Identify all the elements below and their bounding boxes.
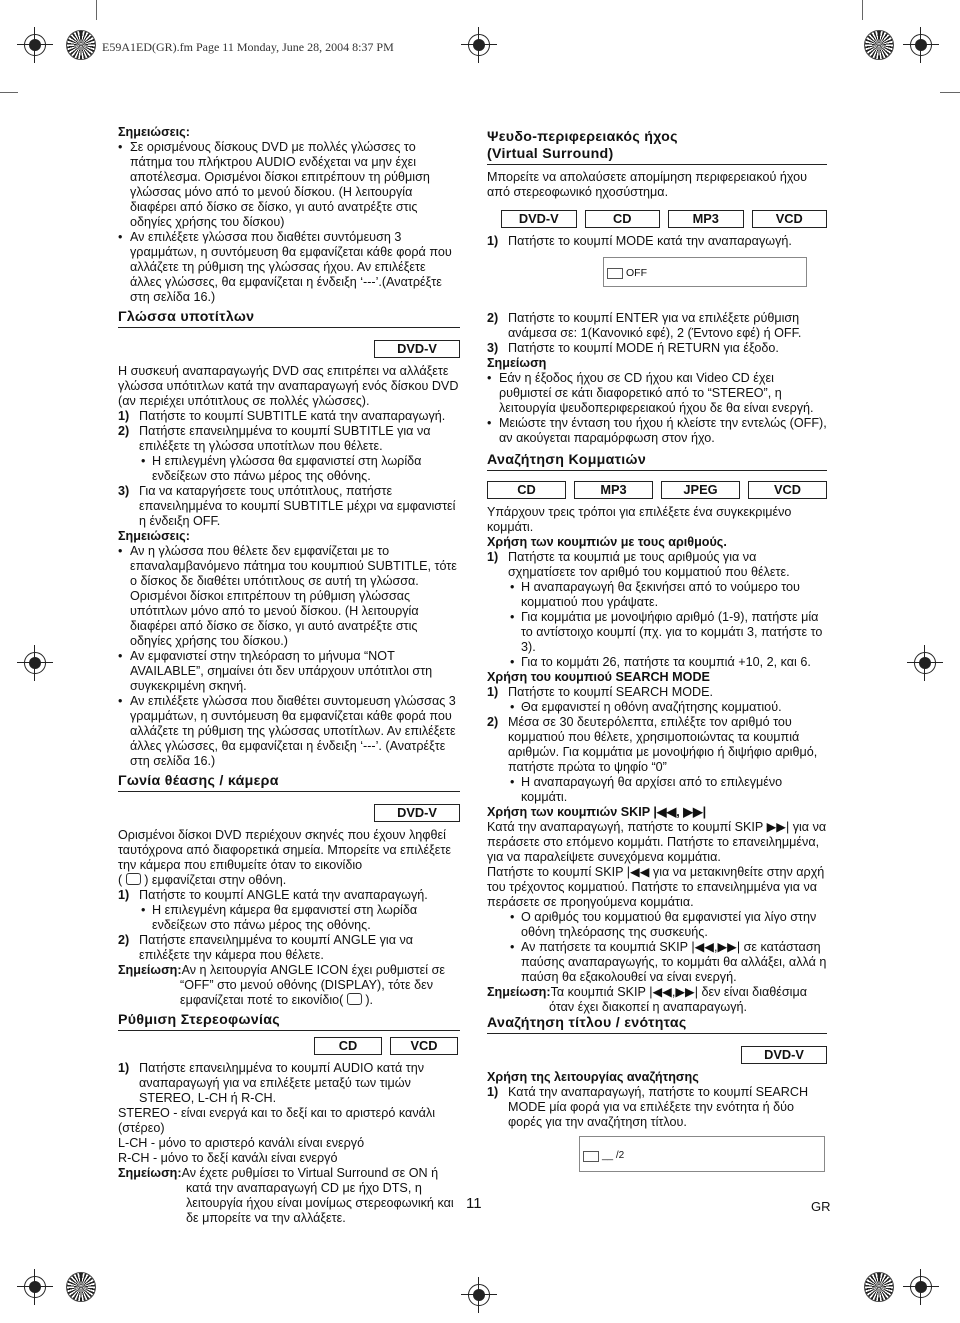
step-item: 3) Για να καταργήσετε τους υπότιτλους, πατήστε επανειλημμένα το κουμπί SUBTITLE μέχρι να εμφανιστεί η ένδειξη OFF. [118,484,456,528]
section-title-virtual-surround: Ψευδο-περιφερειακός ήχος (Virtual Surround) [487,129,827,165]
subsection-title: Χρήση των κουμπιών SKIP |◀◀, ▶▶| [487,805,707,819]
registration-mark-top-center [468,34,490,56]
skip-note: Σημείωση:Τα κουμπιά SKIP |◀◀,▶▶| δεν είναι διαθέσιμα όταν έχει διακοπεί η αναπαραγωγή. [487,985,807,1014]
trim-line-left-top [0,92,18,93]
subsection-title: Χρήση των κουμπιών με τους αριθμούς. [487,535,727,549]
trim-line-top-left [96,0,97,20]
disc-tag-mp3: MP3 [668,210,744,228]
note-item: • Αν επιλέξετε γλώσσα που διαθέτει συντόμευση 3 γραμμάτων, η συντόμευση θα εμφανίζεται κάθε φορά που αλλάζετε τη ρύθμιση της γλώσσας ήχου. Αν επιλέξετε άλλες γλώσσες, θα εμφανίζεται η ένδειξη ‘---’.(Ανατρέξτε στη σελίδα 16.) [118,230,460,305]
stereo-option: STEREO - είναι ενεργά και το δεξί και το αριστερό κανάλι (στέρεο) [118,1106,435,1135]
step-subitem: • Αν πατήσετε τα κουμπιά SKIP |◀◀,▶▶| σε κατάσταση παύσης αναπαραγωγής, το κομμάτι θα αλλάξει, αλλά η παύση θα εξακολουθεί να είναι ενεργή. [487,940,827,985]
step-item: 1) Πατήστε το κουμπί SUBTITLE κατά την αναπαραγωγή. [118,409,446,423]
left-column [118,125,460,1226]
step-item: 2) Μέσα σε 30 δευτερόλεπτα, επιλέξτε τον αριθμό του κομματιού που θέλετε, χρησιμοποιώντας τα κουμπιά αριθμών. Για κομμάτια με μονοψήφιο ή διψήφιο αριθμό, πατήστε πρώτα το ψηφίο “0” [487,715,818,774]
section-intro: Υπάρχουν τρεις τρόποι για επιλέξετε ένα συγκεκριμένο κομμάτι. [487,505,792,534]
section-intro: Η συσκευή αναπαραγωγής DVD σας επιτρέπει να αλλάξετε γλώσσα υπότιτλων κατά την αναπαραγωγή ενός δίσκου DVD (αν περιέχει υπότιτλους σε πολλές γλώσσες). [118,364,459,408]
chapter-icon [583,1151,599,1162]
stereo-option: R-CH - μόνο το δεξί κανάλι είναι ενεργό [118,1151,338,1165]
step-subitem: • Θα εμφανιστεί η οθόνη αναζήτησης κομματιού. [487,700,827,715]
stereo-note: Σημείωση:Αν έχετε ρυθμίσει το Virtual Surround σε ON ή κατά την αναπαραγωγή CD με ήχο DTS, η λειτουργία ήχου είναι μονίμως στερεοφωνική και δε μπορείτε να την αλλάξετε. [118,1166,454,1225]
step-item: 2) Πατήστε επανειλημμένα το κουμπί SUBTITLE για να επιλέξετε τη γλώσσα υποτίτλων που θέλετε. [118,424,431,453]
stereo-option: L-CH - μόνο το αριστερό κανάλι είναι ενεργό [118,1136,365,1150]
note-item: • Μειώστε την ένταση του ήχου ή κλείστε την εντελώς (OFF), αν ακούγεται παραμόρφωση στον ήχο. [487,416,827,446]
note-item: • Αν εμφανιστεί στην τηλεόραση το μήνυμα “NOT AVAILABLE”, σημαίνει ότι δεν υπάρχουν υπότιτλοι στη συγκεκριμένη σκηνή. [118,649,460,694]
disc-tag-vcd: VCD [390,1037,458,1055]
step-item: 1) Πατήστε το κουμπί MODE κατά την αναπαραγωγή. [487,234,792,248]
step-item: 1) Πατήστε επανειλημμένα το κουμπί AUDIO κατά την αναπαραγωγή για να επιλέξετε μεταξύ των τιμών STEREO, L-CH ή R-CH. [118,1061,425,1105]
note-title: Σημείωση [487,356,547,370]
registration-mark-top-right [910,34,932,56]
trim-line-top-right [862,0,863,20]
disc-tag-dvd-v: DVD-V [501,210,577,228]
step-item: 1) Πατήστε τα κουμπιά με τους αριθμούς για να σχηματίσετε τον αριθμό του κομματιού που θέλετε. [487,550,790,579]
note-item: • Εάν η έξοδος ήχου σε CD ήχου και Video CD έχει ρυθμιστεί σε κάτι διαφορετικό από το “STEREO”, η λειτουργία ψευδοπεριφερειακού ήχου δε θα είναι ενεργή. [487,371,827,416]
notes-title: Σημειώσεις: [118,125,190,139]
disc-tag-dvd-v: DVD-V [374,340,460,358]
color-wheel-top-right [864,30,894,60]
note-item: • Αν η γλώσσα που θέλετε δεν εμφανίζεται με το επαναλαμβανόμενο πάτημα του κουμπιού SUBTITLE, τότε ο δίσκος δε διαθέτει υπότιτλους σε αυτή τη γλώσσα. Ορισμένοι δίσκοι επιτρέπουν τη ρύθμιση γλώσσας υπότιτλων μόνο από το μενού δίσκου. (Η λειτουργία διαφέρει από δίσκο σε δίσκο, γι αυτό ανατρέξτε στις οδηγίες χρήσης του δίσκου.) [118,544,460,649]
step-item: 1) Κατά την αναπαραγωγή, πατήστε το κουμπί SEARCH MODE μία φορά για να επιλέξετε την ενότητα ή δύο φορές για την αναζήτηση τίτλου. [487,1085,809,1129]
registration-mark-bottom-center [468,1284,490,1306]
step-subitem: • Η αναπαραγωγή θα αρχίσει από το επιλεγμένο κομμάτι. [487,775,827,805]
page-language: GR [811,1199,831,1214]
step-subitem: • Η αναπαραγωγή θα ξεκινήσει από το νούμερο του κομματιού που γράψατε. [487,580,827,610]
section-title-subtitle-language: Γλώσσα υποτίτλων [118,309,460,328]
section-intro: Ορισμένοι δίσκοι DVD περιέχουν σκηνές που έχουν ληφθεί ταυτόχρονα από διαφορετικά σημεία. Μπορείτε να επιλέξετε την κάμερα που επιθυμείτε όταν το εικονίδιο [118,828,451,872]
color-wheel-bottom-right [864,1272,894,1302]
step-item: 2) Πατήστε το κουμπί ENTER για να επιλέξετε ρύθμιση ανάμεσα σε: 1(Κανονικό εφέ), 2 (Έντονο εφέ) ή OFF. [487,311,802,340]
note-item: • Αν επιλέξετε γλώσσα που διαθέτει συντομευση γλώσσας 3 γραμμάτων, η συντόμευση θα εμφανίζεται κάθε φορά που αλλάζετε τη ρύθμιση της γλώσσας υποτίτλων. Αν επιλέξετε άλλες γλώσσες, θα εμφανίζεται η ένδειξη ‘---’. (Ανατρέξτε στη σελίδα 16.) [118,694,460,769]
paragraph: Κατά την αναπαραγωγή, πατήστε το κουμπί SKIP ▶▶| για να περάσετε στο επόμενο κομμάτι. Πατήστε το επανειλημμένα, για να παραλείψετε συνεχόμενα κομμάτια. [487,820,827,864]
note-item: • Σε ορισμένους δίσκους DVD με πολλές γλώσσες το πάτημα του πλήκτρου AUDIO ενδέχεται να μην έχει αποτέλεσμα. Ορισμένοι δίσκοι επιτρέπουν τη ρύθμιση γλώσσας μόνο από το μενού δίσκου. (Η λειτουργία διαφέρει από δίσκο σε δίσκο, γι αυτό ανατρέξτε στις οδηγίες χρήσης του δίσκου) [118,140,460,230]
subsection-title: Χρήση του κουμπιού SEARCH MODE [487,670,710,684]
step-item: 3) Πατήστε το κουμπί MODE ή RETURN για έξοδο. [487,341,779,355]
registration-mark-top-left [24,34,46,56]
color-wheel-bottom-left [66,1272,96,1302]
registration-mark-bottom-left [24,1276,46,1298]
subsection-title: Χρήση της λειτουργίας αναζήτησης [487,1070,699,1084]
paragraph: Πατήστε το κουμπί SKIP |◀◀ για να μετακινηθείτε στην αρχή του τρέχοντος κομματιού. Πατήστε το επανειλημμένα για να περάσετε σε προηγούμενα κομμάτια. [487,865,825,909]
disc-tag-mp3: MP3 [574,481,653,499]
disc-tag-cd: CD [487,481,566,499]
registration-mark-mid-right [914,652,936,674]
camera-icon [126,873,141,885]
step-subitem: • Για κομμάτια με μονοψήφιο αριθμό (1-9), πατήστε μία το αντίστοιχο κουμπί (πχ. για το κομμάτι 3, πατήστε το 3). [487,610,827,655]
step-subitem: • Η επιλεγμένη κάμερα θα εμφανιστεί στη λωρίδα ενδείξεων στο πάνω μέρος της οθόνης. [118,903,460,933]
disc-tag-vcd: VCD [752,210,828,228]
disc-tag-vcd: VCD [748,481,827,499]
disc-tag-dvd-v: DVD-V [741,1046,827,1064]
disc-tag-cd: CD [314,1037,382,1055]
section-title-camera-angle: Γωνία θέασης / κάμερα [118,773,460,792]
section-title-title-chapter-search: Αναζήτηση τίτλου / ενότητας [487,1015,827,1034]
color-wheel-top-left [66,30,96,60]
step-item: 1) Πατήστε το κουμπί ANGLE κατά την αναπαραγωγή. [118,888,428,902]
notes-title: Σημειώσεις: [118,529,190,543]
step-subitem: • Η επιλεγμένη γλώσσα θα εμφανιστεί στη λωρίδα ενδείξεων στο πάνω μέρος της οθόνης. [118,454,460,484]
registration-mark-bottom-right [910,1276,932,1298]
trim-line-right-top [940,92,960,93]
osd-screen-search: __ /2 [579,1136,825,1172]
registration-mark-mid-left [24,652,46,674]
step-item: 1) Πατήστε το κουμπί SEARCH MODE. [487,685,714,699]
disc-tag-dvd-v: DVD-V [374,804,460,822]
disc-tag-jpeg: JPEG [661,481,740,499]
angle-note: Σημείωση:Αν η λειτουργία ANGLE ICON έχει ρυθμιστεί σε “OFF” στο μενού οθόνης (DISPLAY), τότε δεν εμφανίζεται ποτέ το εικονίδιο( ). [118,963,445,1007]
page-number: 11 [466,1195,482,1212]
step-item: 2) Πατήστε επανειλημμένα το κουμπί ANGLE για να επιλέξετε την κάμερα που θέλετε. [118,933,414,962]
section-intro-cont: ( ) εμφανίζεται στην οθόνη. [118,873,287,887]
section-title-stereo: Ρύθμιση Στερεοφωνίας [118,1012,460,1031]
camera-icon [347,993,362,1005]
step-subitem: • Ο αριθμός του κομματιού θα εμφανιστεί για λίγο στην οθόνη τηλεόρασης της συσκευής. [487,910,827,940]
section-intro: Μπορείτε να απολαύσετε απομίμηση περιφερειακού ήχου από στερεοφωνικό ηχοσύστημα. [487,170,808,199]
osd-screen-surround: OFF [603,257,807,287]
surround-icon [607,268,623,279]
disc-tag-cd: CD [585,210,661,228]
section-title-track-search: Αναζήτηση Κομματιών [487,452,827,471]
right-column [487,125,827,1172]
page-header: E59A1ED(GR).fm Page 11 Monday, June 28, 2004 8:37 PM [102,40,394,54]
step-subitem: • Για το κομμάτι 26, πατήστε τα κουμπιά +10, 2, και 6. [487,655,827,670]
